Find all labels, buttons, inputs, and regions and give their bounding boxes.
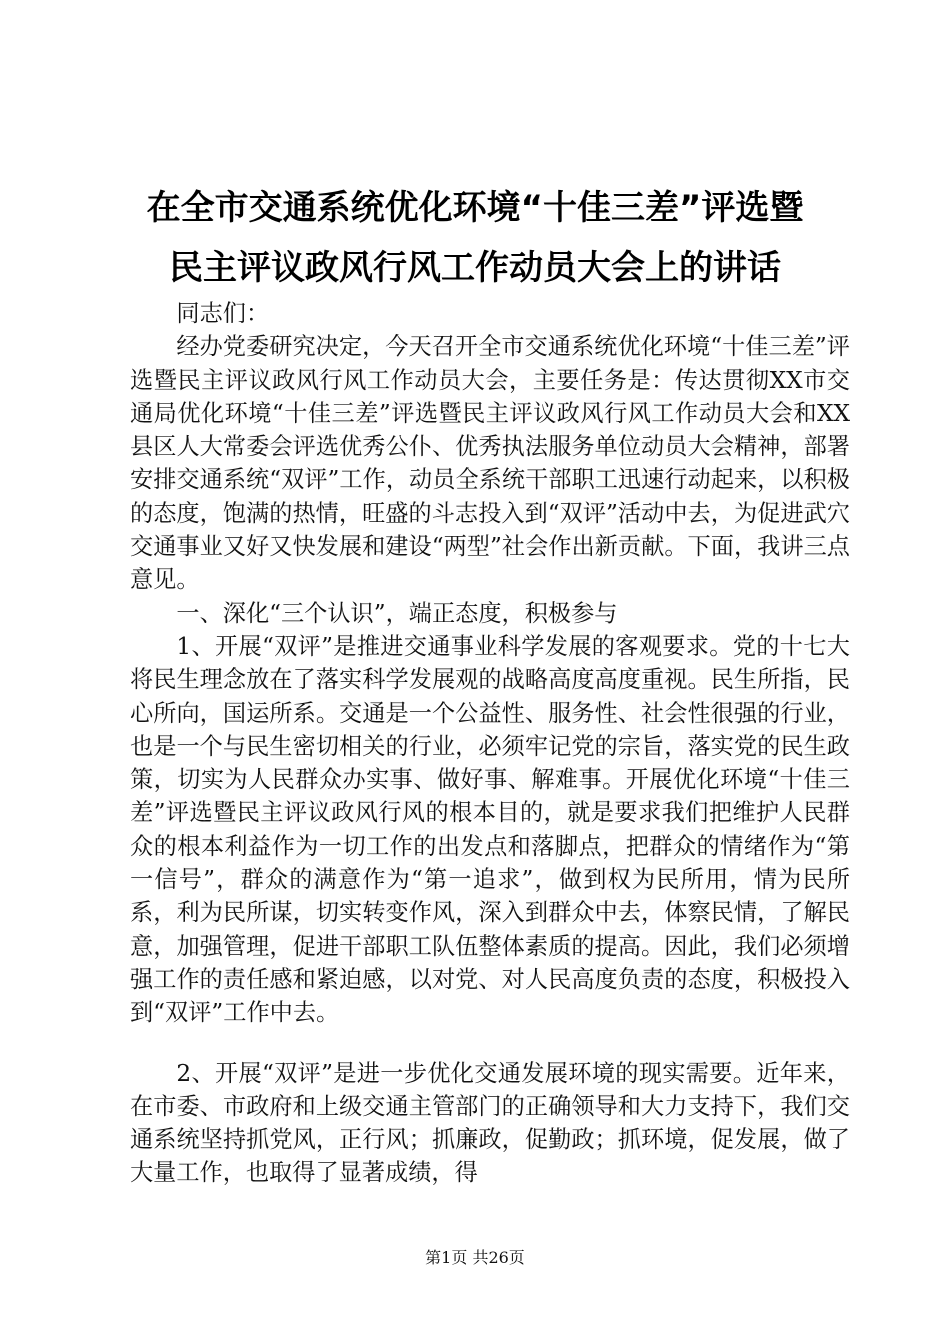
paragraph-point-1: 1、开展“双评”是推进交通事业科学发展的客观要求。党的十七大将民生理念放在了落实科学发展观的战略高度高度重视。民生所指，民心所向，国运所系。交通是一个公益性、服务性、社会性很强的行业，也是一个与民生密切相关的行业，必须牢记党的宗旨，落实党的民生政策，切实为人民群众办实事、做好事、解难事。开展优化环境“十佳三差”评选暨民主评议政风行风的根本目的，就是要求我们把维护人民群众的根本利益作为一切工作的出发点和落脚点，把群众的情绪作为“第一信号”，群众的满意作为“第一追求”，做到权为民所用，情为民所系，利为民所谋，切实转变作风，深入到群众中去，体察民情，了解民意，加强管理，促进干部职工队伍整体素质的提高。因此，我们必须增强工作的责任感和紧迫感，以对党、对人民高度负责的态度，积极投入到“双评”工作中去。 — [130, 632, 850, 1027]
section-heading-1: 一、深化“三个认识”，端正态度，积极参与 — [176, 599, 618, 627]
page-number-footer: 第1页 共26页 — [425, 1248, 525, 1267]
document-title-line-1: 在全市交通系统优化环境“十佳三差”评选暨 — [146, 188, 804, 228]
salutation: 同志们： — [176, 300, 270, 327]
document-title-line-2: 民主评议政风行风工作动员大会上的讲话 — [169, 248, 781, 288]
document-body — [130, 297, 850, 1190]
paragraph-point-2: 2、开展“双评”是进一步优化交通发展环境的现实需要。近年来，在市委、市政府和上级交通主管部门的正确领导和大力支持下，我们交通系统坚持抓党风，正行风；抓廉政，促勤政；抓环境，促发展，做了大量工作，也取得了显著成绩，得 — [130, 1059, 850, 1187]
paragraph-intro: 经办党委研究决定，今天召开全市交通系统优化环境“十佳三差”评选暨民主评议政风行风工作动员大会，主要任务是：传达贯彻XX市交通局优化环境“十佳三差”评选暨民主评议政风行风工作动员大会和XX县区人大常委会评选优秀公仆、优秀执法服务单位动员大会精神，部署安排交通系统“双评”工作，动员全系统干部职工迅速行动起来，以积极的态度，饱满的热情，旺盛的斗志投入到“双评”活动中去，为促进武穴交通事业又好又快发展和建设“两型”社会作出新贡献。下面，我讲三点意见。 — [130, 333, 850, 594]
